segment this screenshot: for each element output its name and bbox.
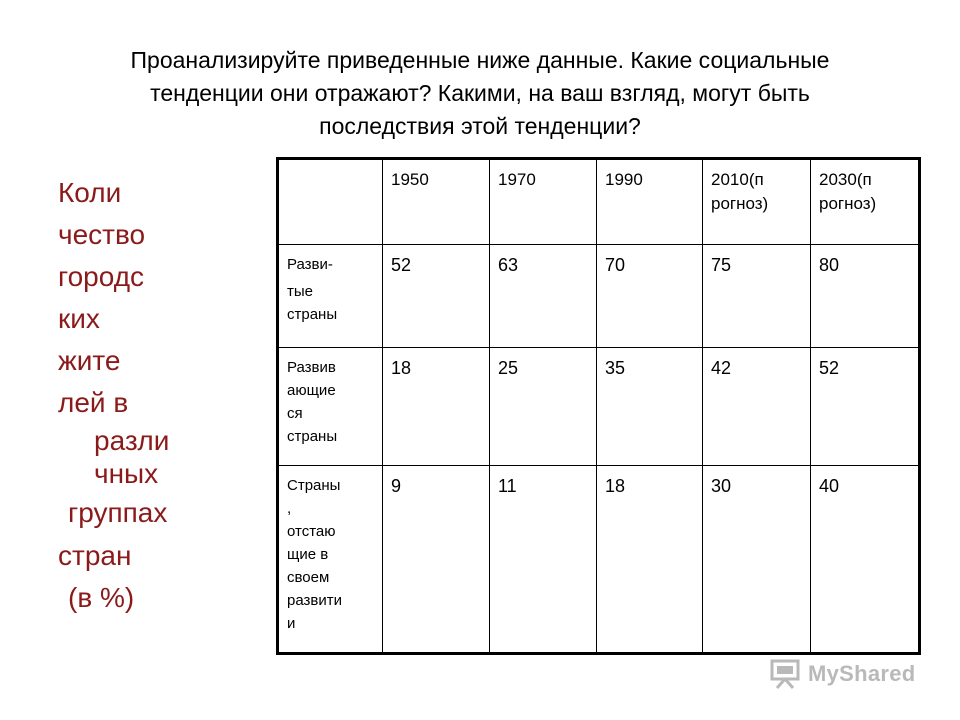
value-cell: 9: [383, 466, 490, 654]
table-row: [278, 245, 920, 348]
value-cell: 18: [383, 348, 490, 466]
value-cell: 35: [597, 348, 703, 466]
value-cell: 18: [597, 466, 703, 654]
value-cell: 63: [490, 245, 597, 348]
presentation-icon: [768, 658, 802, 690]
watermark-text: MyShared: [808, 661, 916, 686]
slide-heading: [60, 44, 900, 143]
year-header: 2010(п рогноз): [703, 159, 811, 245]
side-label-line: чных: [94, 458, 159, 489]
row-label-line: Развив: [287, 359, 336, 376]
year-header: 2030(п рогноз): [811, 159, 920, 245]
side-label-line: (в %): [68, 582, 135, 613]
row-label-line: страны: [287, 428, 338, 445]
table-corner-cell: [278, 159, 383, 245]
row-label-line: ающие: [287, 382, 336, 399]
table-row: [278, 466, 920, 654]
side-label-line: группах: [68, 497, 168, 528]
row-label: [278, 466, 383, 654]
row-label: [278, 348, 383, 466]
row-label-line: тые: [287, 283, 313, 300]
row-label-line: развити: [287, 592, 342, 609]
side-label: [58, 172, 268, 619]
row-label-line: страны: [287, 306, 338, 323]
value-cell: 70: [597, 245, 703, 348]
side-label-line: чество: [58, 219, 146, 250]
heading-line-3: последствия этой тенденции?: [319, 113, 641, 139]
value-cell: 42: [703, 348, 811, 466]
side-label-line: Коли: [58, 177, 122, 208]
table-row: [278, 348, 920, 466]
side-label-line: городс: [58, 261, 145, 292]
year-header: 1970: [490, 159, 597, 245]
side-label-line: стран: [58, 540, 132, 571]
value-cell: 30: [703, 466, 811, 654]
value-cell: 40: [811, 466, 920, 654]
row-label-line: щие в: [287, 546, 329, 563]
table-header-row: [278, 159, 920, 245]
value-cell: 52: [383, 245, 490, 348]
value-cell: 75: [703, 245, 811, 348]
row-label-line: своем: [287, 569, 330, 586]
side-label-line: лей в: [58, 387, 129, 418]
value-cell: 25: [490, 348, 597, 466]
watermark: [768, 657, 916, 691]
side-label-line: разли: [94, 425, 170, 456]
heading-line-2: тенденции они отражают? Какими, на ваш взгляд, могут быть: [150, 80, 810, 106]
row-label-line: Страны: [287, 477, 341, 494]
row-label: [278, 245, 383, 348]
row-label-line: ,: [287, 500, 292, 517]
row-label-line: и: [287, 615, 296, 632]
urban-population-table: [276, 157, 921, 655]
side-label-line: жите: [58, 345, 121, 376]
row-label-line: ся: [287, 405, 303, 422]
row-label-line: отстаю: [287, 523, 336, 540]
year-header: 1990: [597, 159, 703, 245]
value-cell: 52: [811, 348, 920, 466]
year-header: 1950: [383, 159, 490, 245]
row-label-line: Разви-: [287, 256, 333, 273]
value-cell: 80: [811, 245, 920, 348]
value-cell: 11: [490, 466, 597, 654]
heading-line-1: Проанализируйте приведенные ниже данные. Какие социальные: [130, 47, 830, 73]
side-label-line: ких: [58, 303, 100, 334]
